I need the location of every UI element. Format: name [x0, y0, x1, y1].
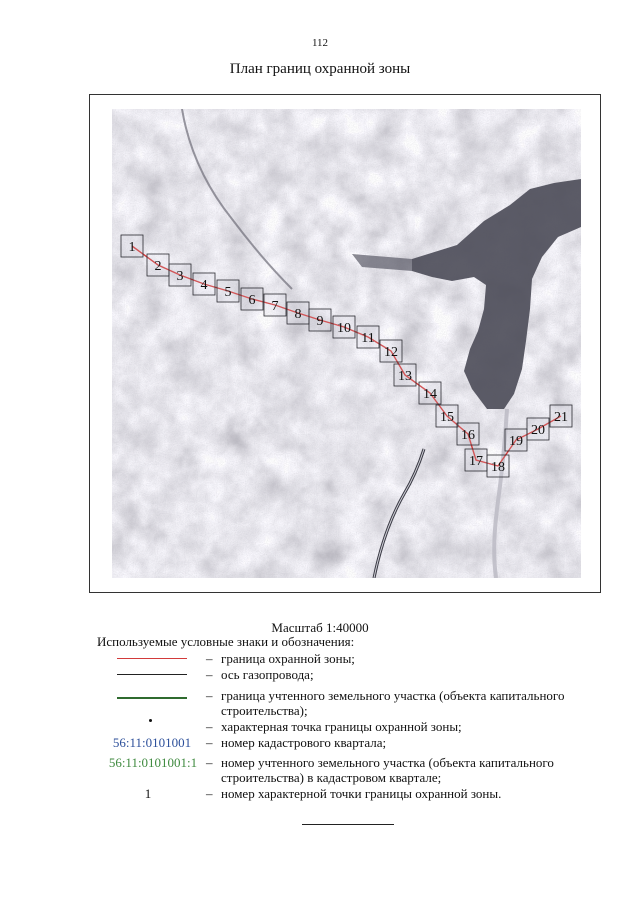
boundary-point-19[interactable] — [505, 429, 527, 451]
point-number: 1 — [128, 240, 136, 255]
green-line-symbol — [117, 697, 187, 699]
boundary-point-16[interactable] — [457, 423, 479, 445]
boundary-point-6[interactable] — [241, 288, 263, 310]
point-number: 2 — [154, 259, 162, 274]
page-title: План границ охранной зоны — [229, 61, 411, 77]
point-number: 9 — [316, 314, 324, 329]
legend-text: характерная точка границы охранной зоны; — [221, 719, 462, 734]
boundary-point-1[interactable] — [121, 235, 143, 257]
point-number: 11 — [361, 331, 375, 346]
boundary-point-13[interactable] — [394, 364, 416, 386]
point-number-label: 1 — [144, 786, 152, 801]
legend-symbol — [97, 719, 207, 735]
legend-heading: Используемые условные знаки и обозначения: — [97, 634, 355, 649]
dot-symbol — [149, 719, 152, 722]
end-rule — [302, 824, 394, 825]
point-number: 5 — [224, 285, 232, 300]
legend-text: граница учтенного земельного участка (объекта капитального строительства); — [221, 688, 565, 718]
boundary-point-2[interactable] — [147, 254, 169, 276]
boundary-point-8[interactable] — [287, 302, 309, 324]
legend-text: ось газопровода; — [221, 667, 314, 682]
point-number: 13 — [398, 369, 412, 384]
boundary-point-20[interactable] — [527, 418, 549, 440]
legend-dash: – — [206, 735, 213, 750]
boundary-point-3[interactable] — [169, 264, 191, 286]
legend-text: номер характерной точки границы охранной зоны. — [221, 786, 502, 801]
legend-text: граница охранной зоны; — [221, 651, 355, 666]
point-number: 10 — [337, 321, 351, 336]
point-number: 15 — [440, 410, 454, 425]
legend-dash: – — [206, 688, 213, 703]
land-plot-label: 56:11:0101001:1 — [108, 755, 198, 770]
boundary-point-4[interactable] — [193, 273, 215, 295]
legend-symbol — [97, 667, 207, 683]
map-image[interactable] — [112, 109, 581, 578]
boundary-point-11[interactable] — [357, 326, 379, 348]
boundary-point-14[interactable] — [419, 382, 441, 404]
boundary-point-15[interactable] — [436, 405, 458, 427]
boundary-point-7[interactable] — [264, 294, 286, 316]
point-number: 19 — [509, 434, 523, 449]
point-number: 3 — [176, 269, 184, 284]
point-number: 6 — [248, 293, 256, 308]
point-number: 20 — [531, 423, 545, 438]
page-number: 112 — [311, 37, 329, 49]
legend-text: номер учтенного земельного участка (объекта капитального строительства) в кадастровом квартале; — [221, 755, 554, 785]
legend-text: номер кадастрового квартала; — [221, 735, 387, 750]
point-number: 18 — [491, 460, 505, 475]
legend-dash: – — [206, 667, 213, 682]
point-number: 21 — [554, 410, 568, 425]
legend-symbol — [97, 688, 207, 704]
point-number: 12 — [384, 345, 398, 360]
boundary-point-17[interactable] — [465, 449, 487, 471]
boundary-point-21[interactable] — [550, 405, 572, 427]
boundary-point-5[interactable] — [217, 280, 239, 302]
boundary-point-12[interactable] — [380, 340, 402, 362]
point-number: 16 — [461, 428, 475, 443]
satellite-map — [112, 109, 581, 578]
legend-dash: – — [206, 755, 213, 770]
legend-symbol — [97, 651, 207, 667]
boundary-point-18[interactable] — [487, 455, 509, 477]
map-scale: Масштаб 1:40000 — [271, 620, 369, 635]
legend-dash: – — [206, 651, 213, 666]
boundary-point-10[interactable] — [333, 316, 355, 338]
red-line-symbol — [117, 658, 187, 659]
black-line-symbol — [117, 674, 187, 675]
point-number: 8 — [294, 307, 302, 322]
point-number: 4 — [200, 278, 208, 293]
cadastral-quarter-label: 56:11:0101001 — [112, 735, 192, 750]
point-number: 14 — [423, 387, 437, 402]
legend-dash: – — [206, 786, 213, 801]
point-number: 7 — [271, 299, 279, 314]
point-number: 17 — [469, 454, 483, 469]
boundary-point-9[interactable] — [309, 309, 331, 331]
legend-dash: – — [206, 719, 213, 734]
